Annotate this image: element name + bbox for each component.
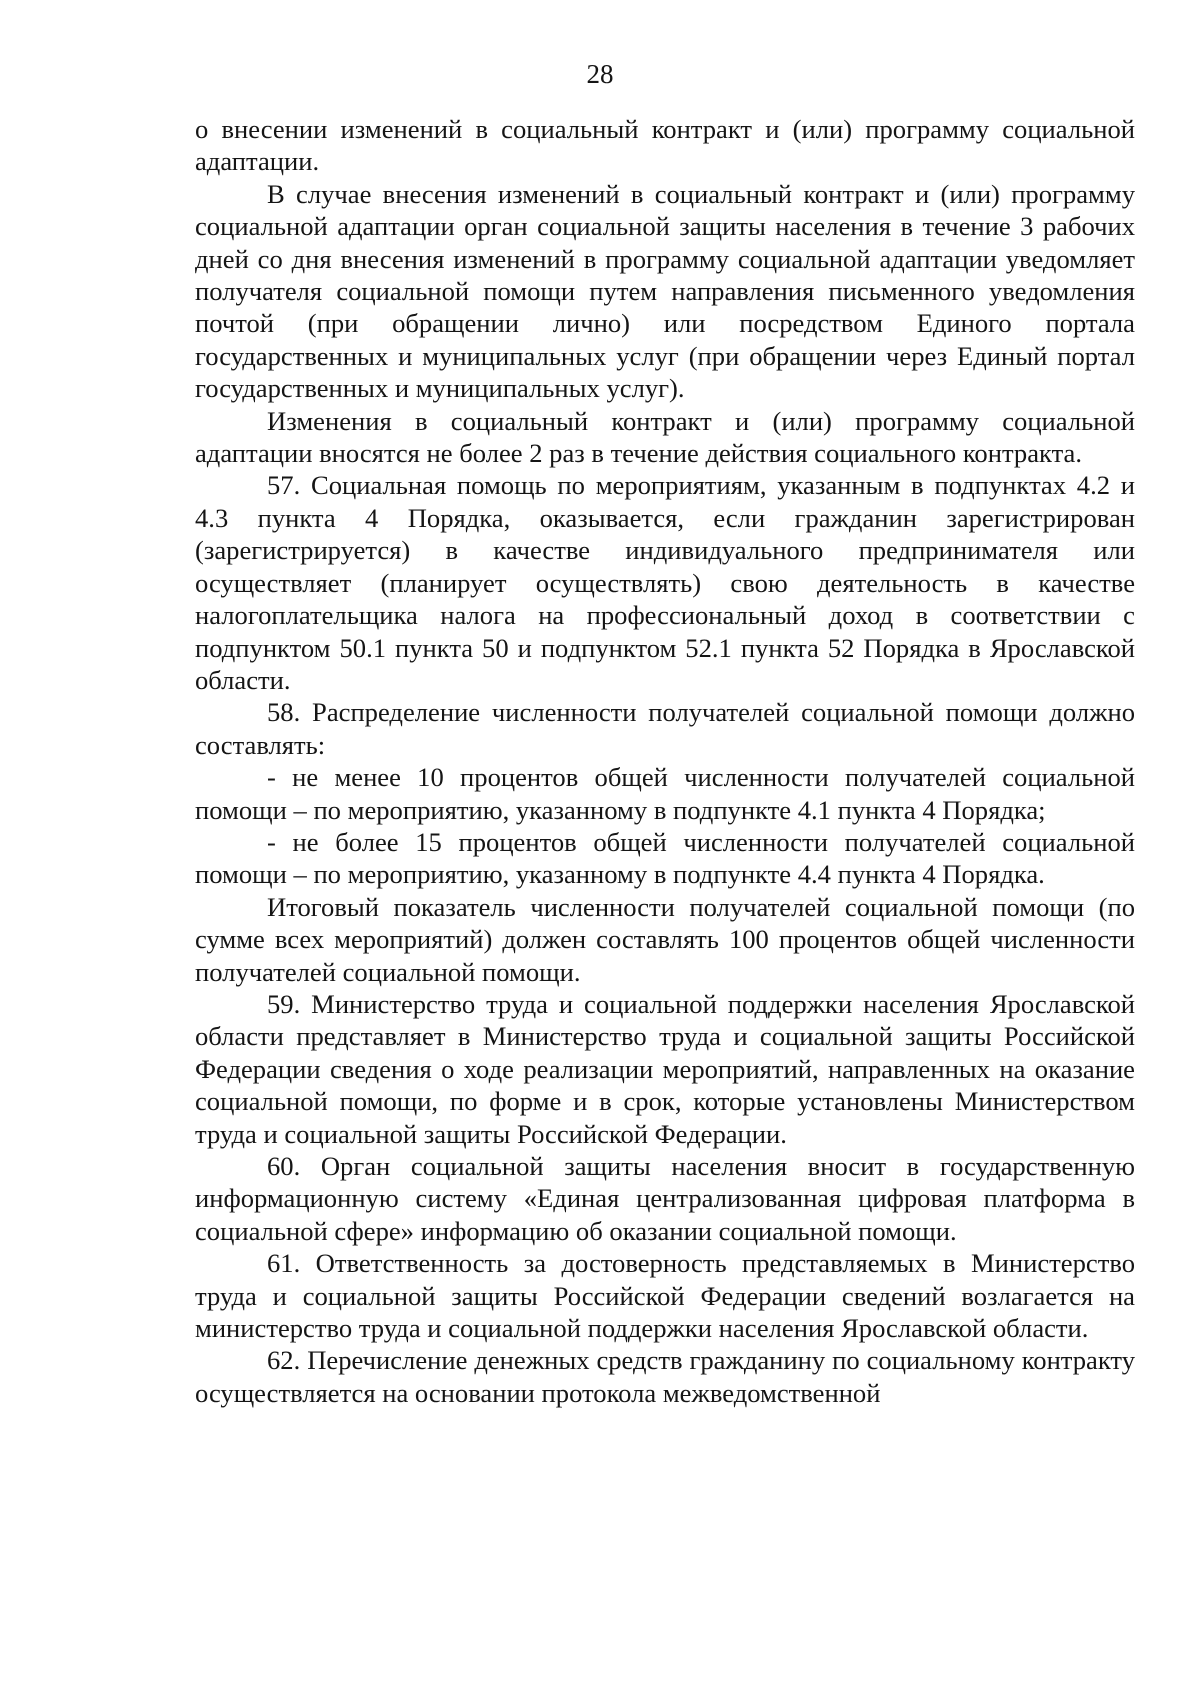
- list-item: - не более 15 процентов общей численности получателей социальной помощи – по мероприятию, указанному в подпункте 4.4 пункта 4 Порядка.: [195, 826, 1135, 890]
- paragraph-item-60: 60. Орган социальной защиты населения вносит в государственную информационную систему «Единая централизованная цифровая платформа в социальной сфере» информацию об оказании социальной помощи.: [195, 1151, 1135, 1246]
- paragraph-item-62: 62. Перечисление денежных средств гражданину по социальному контракту осуществляется на основании протокола межведомственной: [195, 1345, 1135, 1408]
- paragraph: Итоговый показатель численности получателей социальной помощи (по сумме всех мероприятий) должен составлять 100 процентов общей численности получателей социальной помощи.: [195, 891, 1135, 987]
- paragraph-item-59: 59. Министерство труда и социальной поддержки населения Ярославской области представляет в Министерство труда и социальной защиты Российской Федерации сведения о ходе реализации мероприятий, направленных на оказание социальной помощи, по форме и в срок, которые установлены Министерством труда и социальной защиты Российской Федерации.: [195, 988, 1135, 1149]
- paragraph: Изменения в социальный контракт и (или) программу социальной адаптации вносятся не более 2 раз в течение действия социального контракта.: [195, 405, 1135, 469]
- paragraph: В случае внесения изменений в социальный контракт и (или) программу социальной адаптации орган социальной защиты населения в течение 3 рабочих дней со дня внесения изменений в программу социальной адаптации уведомляет получателя социальной помощи путем направления письменного уведомления почтой (при обращении лично) или посредством Единого портала государственных и муниципальных услуг (при обращении через Единый портал государственных и муниципальных услуг).: [195, 178, 1135, 404]
- page-number: 28: [586, 59, 614, 89]
- paragraph-item-57: 57. Социальная помощь по мероприятиям, указанным в подпунктах 4.2 и 4.3 пункта 4 Порядка, оказывается, если гражданин зарегистрирован (зарегистрируется) в качестве индивидуального предпринимателя или осуществляет (планирует осуществлять) свою деятельность в качестве налогоплательщика налога на профессиональный доход в соответствии с подпунктом 50.1 пункта 50 и подпунктом 52.1 пункта 52 Порядка в Ярославской области.: [195, 470, 1135, 695]
- paragraph-item-58: 58. Распределение численности получателей социальной помощи должно составлять:: [195, 697, 1135, 760]
- paragraph: о внесении изменений в социальный контракт и (или) программу социальной адаптации.: [195, 114, 1135, 177]
- list-item: - не менее 10 процентов общей численности получателей социальной помощи – по мероприятию, указанному в подпункте 4.1 пункта 4 Порядка;: [195, 762, 1135, 825]
- paragraph-item-61: 61. Ответственность за достоверность представляемых в Министерство труда и социальной защиты Российской Федерации сведений возлагается на министерство труда и социальной поддержки населения Ярославской области.: [195, 1248, 1135, 1344]
- document-body: [195, 113, 1135, 1409]
